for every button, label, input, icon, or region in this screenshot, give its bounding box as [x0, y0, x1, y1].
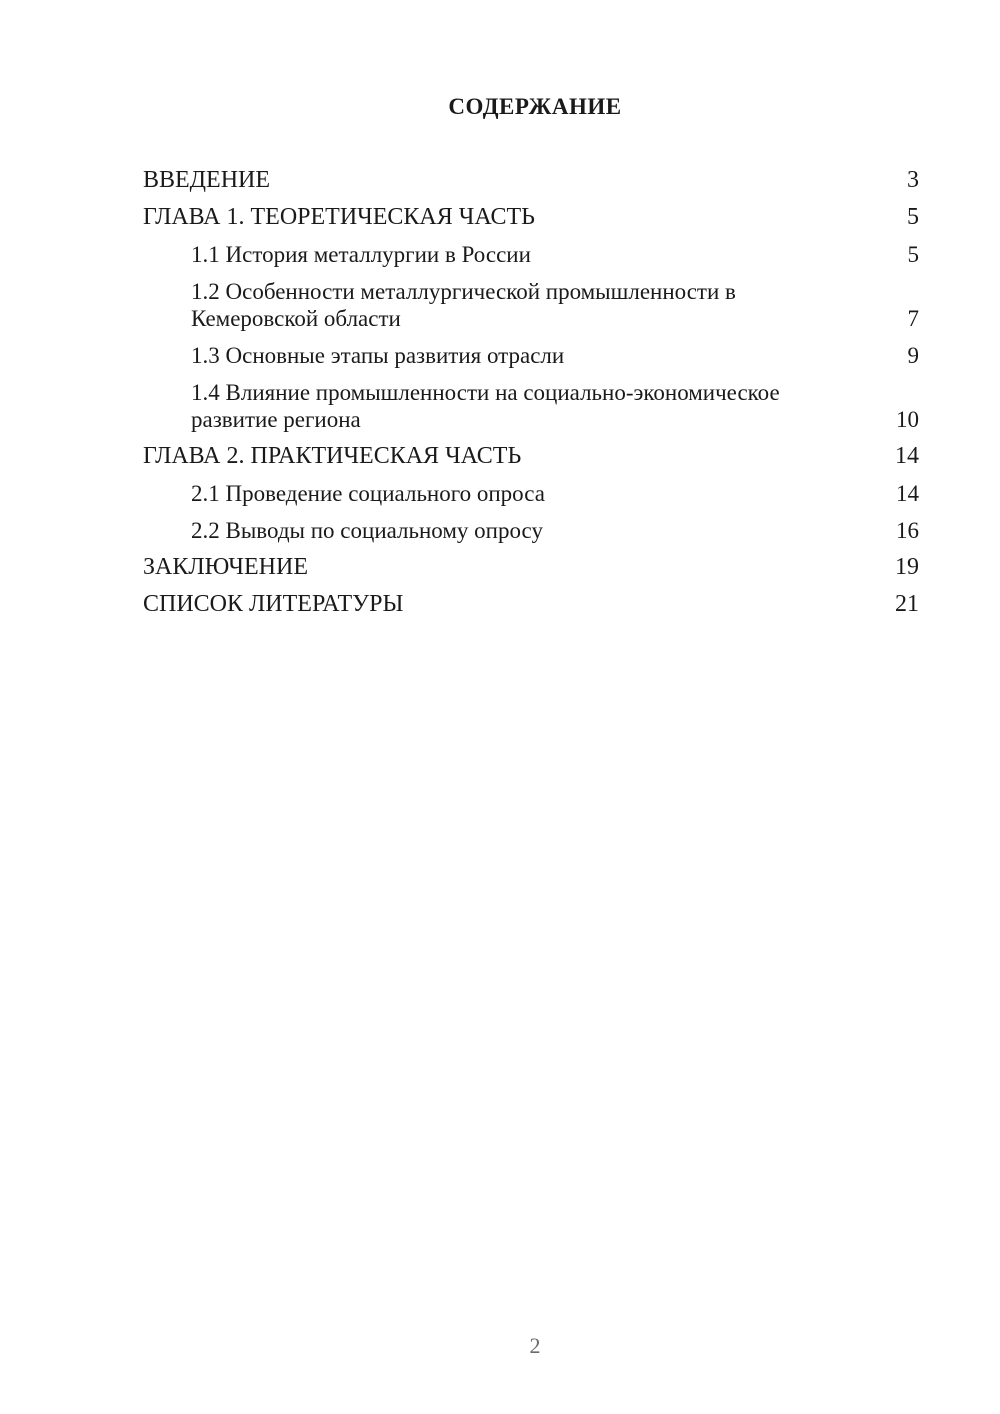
toc-entry-label: 1.3 Основные этапы развития отрасли [191, 343, 565, 368]
toc-entry-page-number: 14 [896, 481, 919, 506]
table-of-contents [143, 167, 919, 628]
toc-entry-label: 1.4 Влияние промышленности на социально-экономическое развитие региона [191, 380, 780, 432]
toc-entry-chapter-1[interactable] [143, 204, 919, 231]
toc-entry-label: 1.1 История металлургии в России [191, 242, 531, 267]
toc-entry-section-1-1[interactable] [143, 241, 919, 268]
toc-entry-section-2-1[interactable] [143, 480, 919, 507]
toc-entry-section-1-2[interactable] [143, 278, 919, 332]
toc-entry-page-number: 14 [895, 443, 919, 469]
toc-entry-page-number: 3 [907, 167, 919, 193]
toc-entry-label: ГЛАВА 1. ТЕОРЕТИЧЕСКАЯ ЧАСТЬ [143, 204, 535, 230]
toc-entry-label: 1.2 Особенности металлургической промышленности в Кемеровской области [191, 279, 736, 331]
toc-entry-label: ВВЕДЕНИЕ [143, 167, 271, 193]
toc-entry-label: СПИСОК ЛИТЕРАТУРЫ [143, 591, 404, 617]
toc-entry-page-number: 5 [907, 242, 919, 267]
toc-entry-conclusion[interactable] [143, 554, 919, 581]
toc-entry-label: 2.1 Проведение социального опроса [191, 481, 545, 506]
toc-entry-label: ЗАКЛЮЧЕНИЕ [143, 554, 308, 580]
toc-entry-page-number: 9 [907, 343, 919, 368]
toc-entry-page-number: 7 [907, 306, 919, 331]
toc-entry-label: ГЛАВА 2. ПРАКТИЧЕСКАЯ ЧАСТЬ [143, 443, 522, 469]
toc-entry-introduction[interactable] [143, 167, 919, 194]
toc-title: СОДЕРЖАНИЕ [448, 94, 622, 119]
toc-entry-chapter-2[interactable] [143, 443, 919, 470]
toc-entry-page-number: 16 [896, 518, 919, 543]
toc-entry-bibliography[interactable] [143, 591, 919, 618]
toc-entry-section-2-2[interactable] [143, 517, 919, 544]
toc-entry-section-1-3[interactable] [143, 342, 919, 369]
toc-entry-label: 2.2 Выводы по социальному опросу [191, 518, 543, 543]
toc-entry-page-number: 21 [895, 591, 919, 617]
toc-entry-page-number: 5 [907, 204, 919, 230]
page-number-footer: 2 [529, 1333, 541, 1358]
toc-entry-page-number: 19 [895, 554, 919, 580]
toc-entry-page-number: 10 [896, 407, 919, 432]
toc-entry-section-1-4[interactable] [143, 379, 919, 433]
